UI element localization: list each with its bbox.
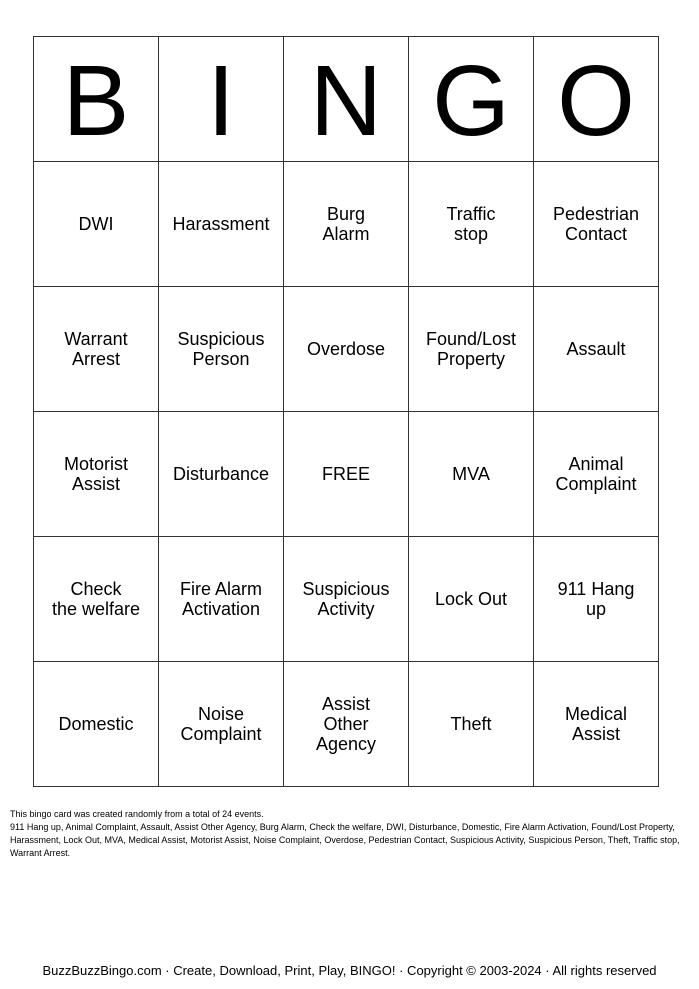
bingo-cell: Harassment: [159, 162, 284, 287]
bingo-cell: Domestic: [34, 662, 159, 787]
bingo-cell: MVA: [409, 412, 534, 537]
bingo-cell: Suspicious Person: [159, 287, 284, 412]
bingo-cell: Check the welfare: [34, 537, 159, 662]
bingo-cell: 911 Hang up: [534, 537, 659, 662]
header-row: [34, 37, 659, 162]
bingo-cell: Animal Complaint: [534, 412, 659, 537]
bingo-cell: Pedestrian Contact: [534, 162, 659, 287]
footnote-intro: This bingo card was created randomly from a total of 24 events.: [10, 809, 264, 819]
bingo-cell: Burg Alarm: [284, 162, 409, 287]
card-row: [34, 412, 659, 537]
bingo-cell: Warrant Arrest: [34, 287, 159, 412]
card-row: [34, 162, 659, 287]
card-row: [34, 662, 659, 787]
card-row: [34, 287, 659, 412]
bingo-cell: DWI: [34, 162, 159, 287]
bingo-cell: Disturbance: [159, 412, 284, 537]
header-letter-g: G: [409, 37, 534, 162]
bingo-cell: Fire Alarm Activation: [159, 537, 284, 662]
bingo-cell: Traffic stop: [409, 162, 534, 287]
header-letter-n: N: [284, 37, 409, 162]
bingo-cell: Suspicious Activity: [284, 537, 409, 662]
bingo-cell: Theft: [409, 662, 534, 787]
card-row: [34, 537, 659, 662]
bingo-cell: Motorist Assist: [34, 412, 159, 537]
bingo-cell: Found/Lost Property: [409, 287, 534, 412]
header-letter-b: B: [34, 37, 159, 162]
header-letter-i: I: [159, 37, 284, 162]
bingo-cell: Assault: [534, 287, 659, 412]
bingo-card: [33, 36, 659, 787]
site-footer: BuzzBuzzBingo.com · Create, Download, Print, Play, BINGO! · Copyright © 2003-2024 · All rights reserved: [42, 963, 657, 978]
bingo-cell: Lock Out: [409, 537, 534, 662]
header-letter-o: O: [534, 37, 659, 162]
bingo-cell: Overdose: [284, 287, 409, 412]
free-space-cell: FREE: [284, 412, 409, 537]
bingo-cell: Medical Assist: [534, 662, 659, 787]
event-footnote: [10, 808, 685, 860]
footnote-event-list: 911 Hang up, Animal Complaint, Assault, Assist Other Agency, Burg Alarm, Check the welfare, DWI, Disturbance, Domestic, Fire Alarm Activation, Found/Lost Property, Harassment, Lock Out, MVA, Medical Assist, Motorist Assist, Noise Complaint, Overdose, Pedestrian Contact, Suspicious Activity, Suspicious Person, Theft, Traffic stop, Warrant Arrest.: [10, 822, 680, 858]
bingo-cell: Assist Other Agency: [284, 662, 409, 787]
bingo-cell: Noise Complaint: [159, 662, 284, 787]
